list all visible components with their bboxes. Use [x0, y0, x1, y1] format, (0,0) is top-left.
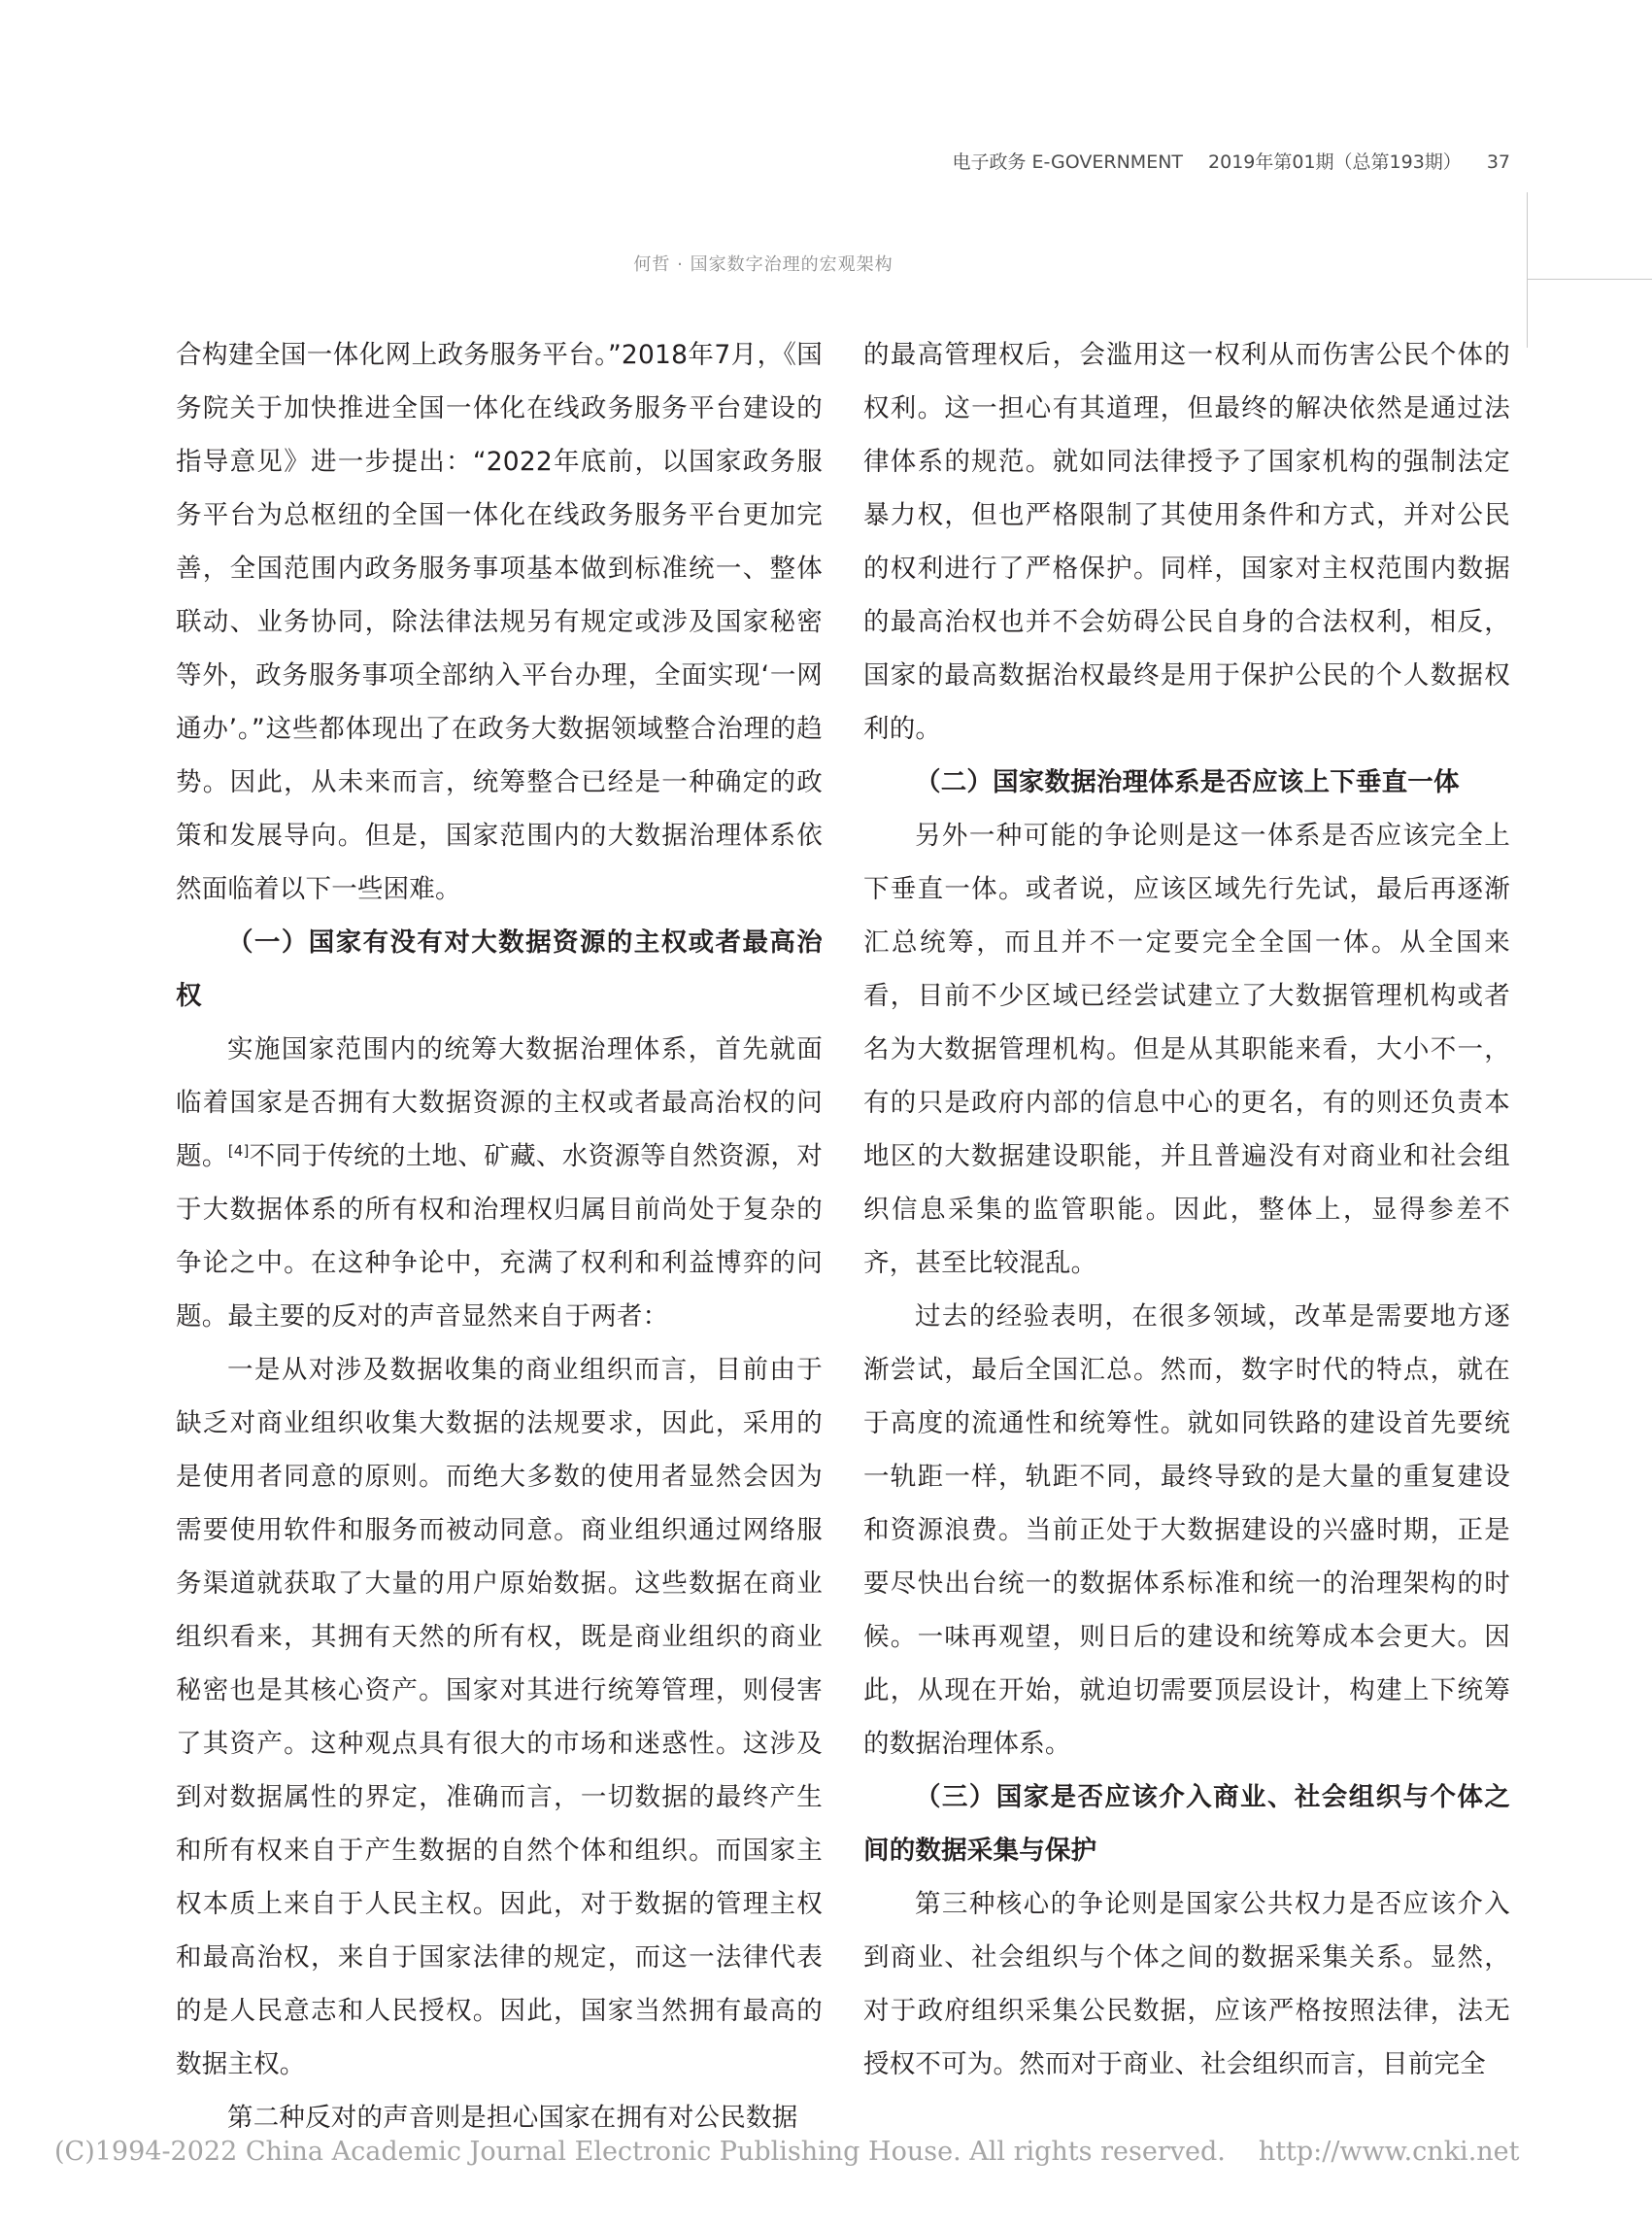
- running-title: 何哲 · 国家数字治理的宏观架构: [633, 254, 893, 275]
- left-column: [176, 328, 823, 2144]
- paragraph-text: 实施国家范围内的统筹大数据治理体系，首先就面临着国家是否拥有大数据资源的主权或者最高治权的问题。: [176, 1034, 823, 1171]
- paragraph-text: 不同于传统的土地、矿藏、水资源等自然资源，对于大数据体系的所有权和治理权归属目前尚处于复杂的争论之中。在这种争论中，充满了权利和利益博弈的问题。最主要的反对的声音显然来自于两者：: [176, 1141, 823, 1332]
- header-horizontal-rule: [1527, 279, 1652, 280]
- paragraph-continued: 合构建全国一体化网上政务服务平台。”2018年7月，《国务院关于加快推进全国一体化在线政务服务平台建设的指导意见》进一步提出：“2022年底前，以国家政务服务平台为总枢纽的全国一体化在线政务服务平台更加完善，全国范围内政务服务事项基本做到标准统一、整体联动、业务协同，除法律法规另有规定或涉及国家秘密等外，政务服务事项全部纳入平台办理，全面实现‘一网通办’。”这些都体现出了在政务大数据领域整合治理的趋势。因此，从未来而言，统筹整合已经是一种确定的政策和发展导向。但是，国家范围内的大数据治理体系依然面临着以下一些困难。: [176, 340, 823, 904]
- paragraph: 第三种核心的争论则是国家公共权力是否应该介入到商业、社会组织与个体之间的数据采集关系。显然，对于政府组织采集公民数据，应该严格按照法律，法无授权不可为。然而对于商业、社会组织而言，目前完全: [863, 1889, 1510, 2079]
- page-number: 37: [1486, 152, 1510, 173]
- issue-info: 2019年第01期（总第193期）: [1208, 152, 1462, 173]
- paragraph: 另外一种可能的争论则是这一体系是否应该完全上下垂直一体。或者说，应该区域先行先试，最后再逐渐汇总统筹，而且并不一定要完全全国一体。从全国来看，目前不少区域已经尝试建立了大数据管理机构或者名为大数据管理机构。但是从其职能来看，大小不一，有的只是政府内部的信息中心的更名，有的则还负责本地区的大数据建设职能，并且普遍没有对商业和社会组织信息采集的监管职能。因此，整体上，显得参差不齐，甚至比较混乱。: [863, 821, 1510, 1278]
- paragraph: [176, 1023, 823, 1343]
- journal-header: [952, 148, 1510, 174]
- section-heading: （一）国家有没有对大数据资源的主权或者最高治权: [176, 928, 823, 1011]
- copyright-text: (C)1994-2022 China Academic Journal Electronic Publishing House. All rights reserved.: [54, 2137, 1226, 2167]
- section-heading: （三）国家是否应该介入商业、社会组织与个体之间的数据采集与保护: [863, 1782, 1510, 1866]
- paragraph: 一是从对涉及数据收集的商业组织而言，目前由于缺乏对商业组织收集大数据的法规要求，因此，采用的是使用者同意的原则。而绝大多数的使用者显然会因为需要使用软件和服务而被动同意。商业组织通过网络服务渠道就获取了大量的用户原始数据。这些数据在商业组织看来，其拥有天然的所有权，既是商业组织的商业秘密也是其核心资产。国家对其进行统筹管理，则侵害了其资产。这种观点具有很大的市场和迷惑性。这涉及到对数据属性的界定，准确而言，一切数据的最终产生和所有权来自于产生数据的自然个体和组织。而国家主权本质上来自于人民主权。因此，对于数据的管理主权和最高治权，来自于国家法律的规定，而这一法律代表的是人民意志和人民授权。因此，国家当然拥有最高的数据主权。: [176, 1355, 823, 2079]
- citation-ref: [4]: [227, 1142, 250, 1160]
- copyright-footer: [54, 2137, 1520, 2167]
- paragraph-continued: 的最高管理权后，会滥用这一权利从而伤害公民个体的权利。这一担心有其道理，但最终的解决依然是通过法律体系的规范。就如同法律授予了国家机构的强制法定暴力权，但也严格限制了其使用条件和方式，并对公民的权利进行了严格保护。同样，国家对主权范围内数据的最高治权也并不会妨碍公民自身的合法权利，相反，国家的最高数据治权最终是用于保护公民的个人数据权利的。: [863, 340, 1510, 744]
- paragraph: 第二种反对的声音则是担心国家在拥有对公民数据: [227, 2103, 798, 2133]
- section-heading: （二）国家数据治理体系是否应该上下垂直一体: [915, 767, 1460, 797]
- header-vertical-rule: [1527, 192, 1528, 348]
- journal-name: 电子政务 E-GOVERNMENT: [952, 152, 1184, 173]
- paragraph: 过去的经验表明，在很多领域，改革是需要地方逐渐尝试，最后全国汇总。然而，数字时代的特点，就在于高度的流通性和统筹性。就如同铁路的建设首先要统一轨距一样，轨距不同，最终导致的是大量的重复建设和资源浪费。当前正处于大数据建设的兴盛时期，正是要尽快出台统一的数据体系标准和统一的治理架构的时候。一味再观望，则日后的建设和统筹成本会更大。因此，从现在开始，就迫切需要顶层设计，构建上下统筹的数据治理体系。: [863, 1301, 1510, 1759]
- right-column: [863, 328, 1510, 2091]
- footer-url: http://www.cnki.net: [1258, 2137, 1520, 2167]
